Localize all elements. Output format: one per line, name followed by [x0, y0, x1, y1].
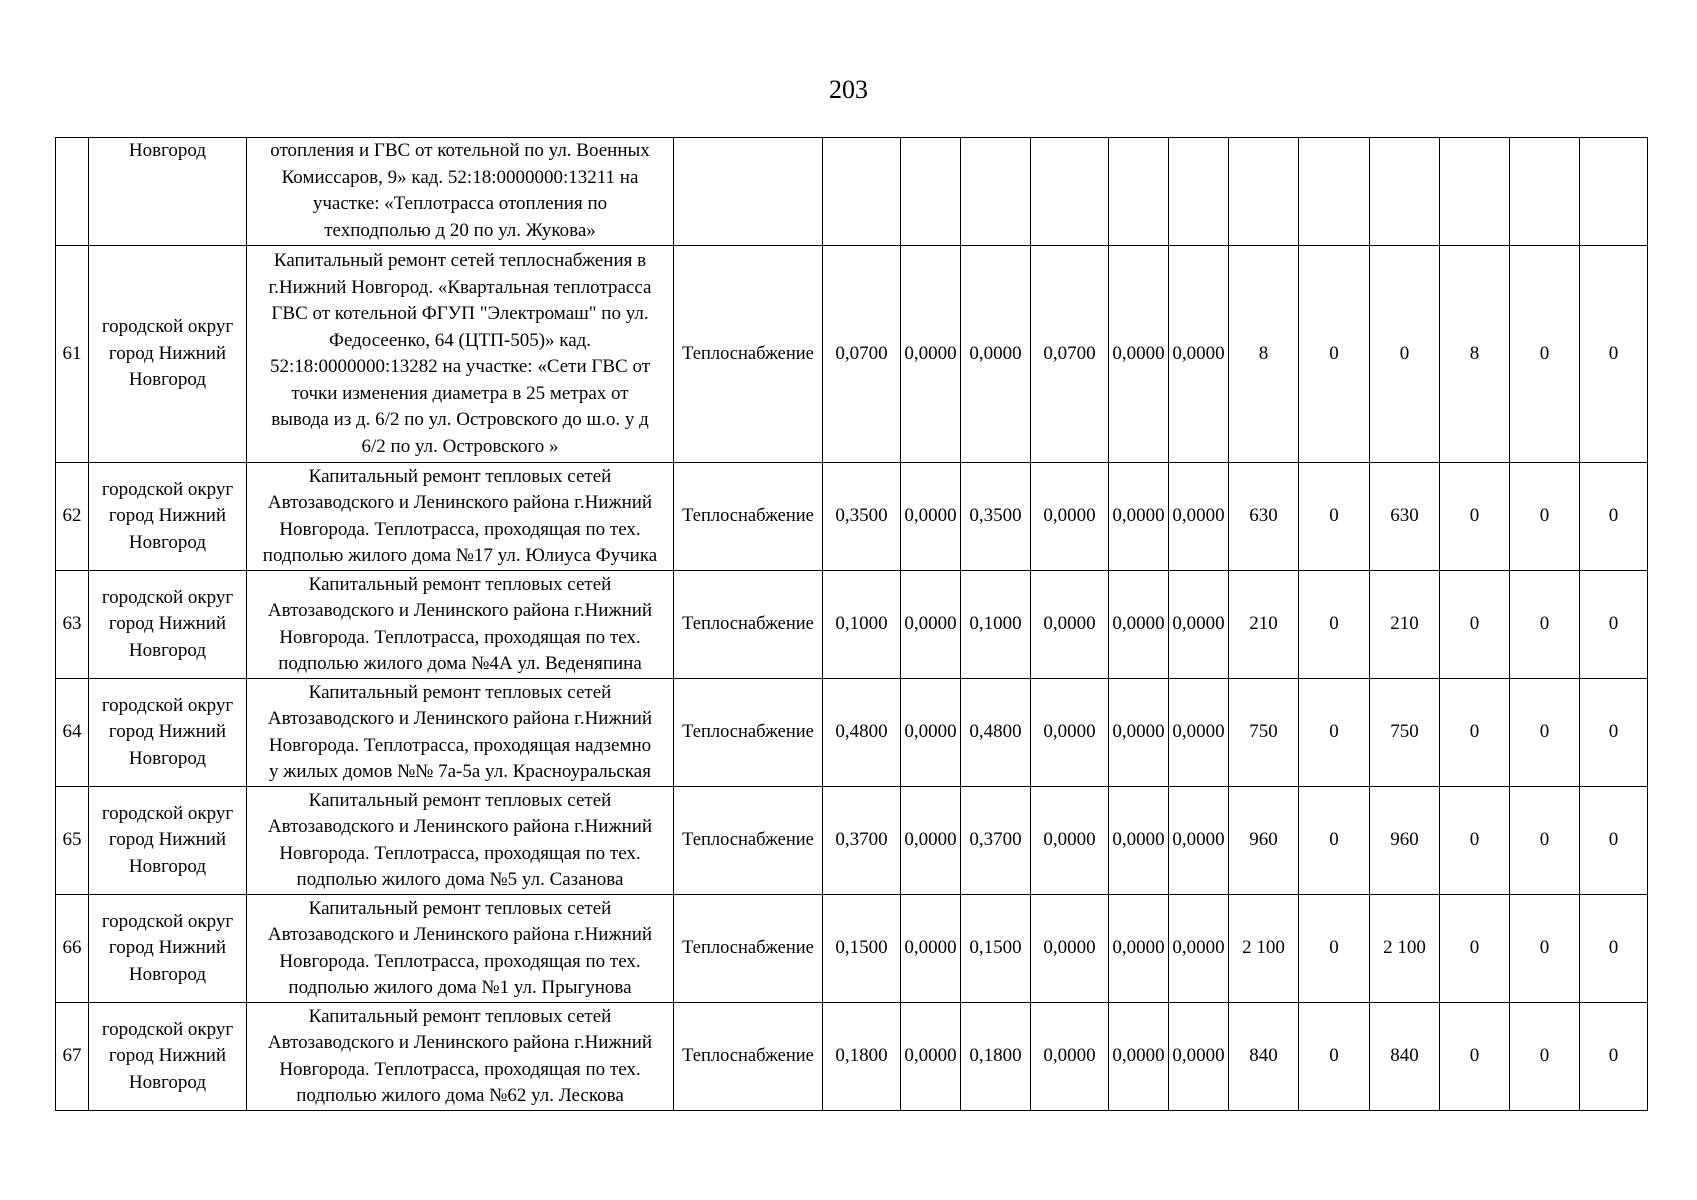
- value-cell: 0,0000: [1109, 571, 1169, 679]
- value-cell: 0,3700: [961, 787, 1031, 895]
- table-row: [56, 1003, 1648, 1111]
- description-line: техподполью д 20 по ул. Жукова»: [324, 219, 596, 241]
- description-line: отопления и ГВС от котельной по ул. Военных: [270, 140, 650, 161]
- municipality-line: Новгород: [128, 1071, 207, 1093]
- value-cell: 210: [1229, 571, 1299, 679]
- description-line: Комиссаров, 9» кад. 52:18:0000000:13211 на: [281, 166, 639, 188]
- value-cell: 0,3500: [961, 463, 1031, 571]
- value-cell: 0,0000: [1169, 571, 1229, 679]
- program-table: [55, 137, 1648, 1111]
- value-cell: 0: [1440, 571, 1510, 679]
- description-cell: [247, 679, 674, 787]
- description-cell: [247, 787, 674, 895]
- value-cell: 0,1800: [961, 1003, 1031, 1111]
- municipality-cell: [89, 463, 247, 571]
- municipality-line: город Нижний: [108, 613, 227, 635]
- municipality-line: городской округ: [101, 316, 234, 338]
- value-cell: 0,0000: [901, 1003, 961, 1111]
- municipality-line: городской округ: [101, 478, 234, 500]
- municipality-line: городской округ: [101, 586, 234, 608]
- description-line: Автозаводского и Ленинского района г.Нижний: [267, 708, 653, 729]
- description-line: Капитальный ремонт тепловых сетей: [308, 789, 612, 811]
- description-line: Новгорода. Теплотрасса, проходящая надземно: [268, 734, 652, 756]
- row-number: 65: [56, 787, 89, 895]
- value-cell: [1109, 138, 1169, 246]
- municipality-cell: [89, 138, 247, 246]
- category-cell: Теплоснабжение: [674, 1003, 823, 1111]
- table-row: [56, 787, 1648, 895]
- value-cell: 0: [1299, 246, 1370, 463]
- value-cell: 0,0000: [1031, 787, 1109, 895]
- value-cell: [1580, 138, 1648, 246]
- description-cell: [247, 138, 674, 246]
- value-cell: [1440, 138, 1510, 246]
- municipality-cell: [89, 679, 247, 787]
- value-cell: 0: [1440, 787, 1510, 895]
- value-cell: 0: [1510, 1003, 1580, 1111]
- description-line: г.Нижний Новгород. «Квартальная теплотрасса: [268, 276, 652, 298]
- value-cell: 0,0000: [1109, 246, 1169, 463]
- description-cell: [247, 463, 674, 571]
- value-cell: 210: [1370, 571, 1440, 679]
- table-body: [56, 138, 1648, 1111]
- value-cell: 0: [1580, 679, 1648, 787]
- description-line: Автозаводского и Ленинского района г.Нижний: [267, 1032, 653, 1053]
- municipality-line: город Нижний: [108, 721, 227, 743]
- value-cell: 0,1500: [961, 895, 1031, 1003]
- value-cell: [1169, 138, 1229, 246]
- category-cell: [674, 138, 823, 246]
- value-cell: 2 100: [1370, 895, 1440, 1003]
- description-cell: [247, 1003, 674, 1111]
- municipality-line: городской округ: [101, 802, 234, 824]
- description-cell: [247, 895, 674, 1003]
- row-number: 61: [56, 246, 89, 463]
- value-cell: 0: [1299, 787, 1370, 895]
- table-row: [56, 138, 1648, 246]
- value-cell: 0,0000: [1109, 463, 1169, 571]
- description-line: Капитальный ремонт тепловых сетей: [308, 897, 612, 919]
- value-cell: 0: [1510, 246, 1580, 463]
- description-line: Капитальный ремонт тепловых сетей: [308, 681, 612, 703]
- value-cell: 0,0700: [823, 246, 901, 463]
- row-number: 67: [56, 1003, 89, 1111]
- value-cell: 0: [1510, 787, 1580, 895]
- category-cell: Теплоснабжение: [674, 787, 823, 895]
- row-number: [56, 138, 89, 246]
- value-cell: 0,1000: [961, 571, 1031, 679]
- description-line: участке: «Теплотрасса отопления по: [312, 193, 608, 214]
- municipality-cell: [89, 1003, 247, 1111]
- description-line: у жилых домов №№ 7а-5а ул. Красноуральская: [269, 761, 651, 782]
- page-number: 203: [829, 75, 868, 104]
- description-line: Автозаводского и Ленинского района г.Нижний: [267, 492, 653, 513]
- municipality-line: городской округ: [101, 910, 234, 932]
- municipality-line: город Нижний: [108, 342, 227, 364]
- value-cell: 0: [1299, 679, 1370, 787]
- value-cell: [823, 138, 901, 246]
- value-cell: 0,0000: [1169, 1003, 1229, 1111]
- value-cell: 0,0000: [901, 679, 961, 787]
- value-cell: 0: [1580, 895, 1648, 1003]
- municipality-line: Новгород: [128, 963, 207, 985]
- description-line: подполью жилого дома №5 ул. Сазанова: [296, 869, 624, 890]
- municipality-line: Новгород: [128, 639, 207, 661]
- description-line: Автозаводского и Ленинского района г.Нижний: [267, 924, 653, 945]
- row-number: 62: [56, 463, 89, 571]
- row-number: 64: [56, 679, 89, 787]
- value-cell: 0: [1580, 463, 1648, 571]
- value-cell: 0: [1370, 246, 1440, 463]
- description-line: Федосеенко, 64 (ЦТП-505)» кад.: [328, 329, 592, 351]
- category-cell: Теплоснабжение: [674, 246, 823, 463]
- value-cell: 0: [1580, 246, 1648, 463]
- value-cell: 0,4800: [961, 679, 1031, 787]
- municipality-line: город Нижний: [108, 829, 227, 851]
- row-number: 66: [56, 895, 89, 1003]
- municipality-line: Новгород: [128, 747, 207, 769]
- value-cell: 840: [1370, 1003, 1440, 1111]
- description-line: Капитальный ремонт тепловых сетей: [308, 1005, 612, 1027]
- value-cell: 0,0000: [1109, 1003, 1169, 1111]
- value-cell: 8: [1440, 246, 1510, 463]
- municipality-line: Новгород: [128, 531, 207, 553]
- table-row: [56, 463, 1648, 571]
- description-line: 6/2 по ул. Островского »: [361, 435, 559, 457]
- description-line: подполью жилого дома №4А ул. Веденяпина: [278, 653, 642, 674]
- value-cell: 0,1800: [823, 1003, 901, 1111]
- value-cell: 0,0000: [1169, 787, 1229, 895]
- value-cell: 2 100: [1229, 895, 1299, 1003]
- value-cell: 0: [1510, 679, 1580, 787]
- table-row: [56, 246, 1648, 463]
- value-cell: 0: [1510, 895, 1580, 1003]
- municipality-cell: [89, 895, 247, 1003]
- municipality-line: город Нижний: [108, 1045, 227, 1067]
- row-number: 63: [56, 571, 89, 679]
- value-cell: 0,0000: [901, 246, 961, 463]
- category-cell: Теплоснабжение: [674, 571, 823, 679]
- value-cell: 630: [1370, 463, 1440, 571]
- value-cell: 0,0000: [901, 571, 961, 679]
- municipality-line: город Нижний: [108, 937, 227, 959]
- value-cell: 750: [1229, 679, 1299, 787]
- municipality-cell: [89, 246, 247, 463]
- category-cell: Теплоснабжение: [674, 463, 823, 571]
- value-cell: [1031, 138, 1109, 246]
- value-cell: 0,0000: [1031, 679, 1109, 787]
- value-cell: 0: [1580, 571, 1648, 679]
- value-cell: 0: [1299, 463, 1370, 571]
- municipality-line: город Нижний: [108, 505, 227, 527]
- municipality-line: городской округ: [101, 1018, 234, 1040]
- value-cell: 0,3700: [823, 787, 901, 895]
- value-cell: 0,0000: [1031, 463, 1109, 571]
- description-cell: [247, 571, 674, 679]
- value-cell: 0: [1510, 571, 1580, 679]
- value-cell: 0,3500: [823, 463, 901, 571]
- description-cell: [247, 246, 674, 463]
- value-cell: 840: [1229, 1003, 1299, 1111]
- municipality-cell: [89, 787, 247, 895]
- value-cell: [961, 138, 1031, 246]
- value-cell: 0,0000: [901, 463, 961, 571]
- description-line: 52:18:0000000:13282 на участке: «Сети ГВС от: [269, 356, 651, 377]
- value-cell: 750: [1370, 679, 1440, 787]
- description-line: подполью жилого дома №17 ул. Юлиуса Фучика: [262, 545, 658, 566]
- value-cell: 0,0000: [1169, 463, 1229, 571]
- value-cell: [1510, 138, 1580, 246]
- description-line: Новгорода. Теплотрасса, проходящая по тех.: [279, 950, 641, 972]
- value-cell: 0: [1580, 787, 1648, 895]
- description-line: Капитальный ремонт тепловых сетей: [308, 573, 612, 595]
- municipality-cell: [89, 571, 247, 679]
- municipality-line: Новгород: [128, 855, 207, 877]
- value-cell: 0: [1440, 463, 1510, 571]
- value-cell: 8: [1229, 246, 1299, 463]
- value-cell: [1299, 138, 1370, 246]
- value-cell: 0: [1299, 571, 1370, 679]
- category-cell: Теплоснабжение: [674, 679, 823, 787]
- description-line: Новгорода. Теплотрасса, проходящая по тех.: [279, 518, 641, 540]
- value-cell: 0,4800: [823, 679, 901, 787]
- table-row: [56, 679, 1648, 787]
- value-cell: 0,0000: [1169, 679, 1229, 787]
- value-cell: 0,1500: [823, 895, 901, 1003]
- value-cell: 0,0000: [1031, 895, 1109, 1003]
- value-cell: 0,0000: [1031, 571, 1109, 679]
- description-line: ГВС от котельной ФГУП "Электромаш" по ул.: [271, 303, 649, 324]
- value-cell: 0,0700: [1031, 246, 1109, 463]
- value-cell: 0,0000: [1109, 895, 1169, 1003]
- description-line: Капитальный ремонт тепловых сетей: [308, 465, 612, 487]
- value-cell: 630: [1229, 463, 1299, 571]
- value-cell: 0,0000: [961, 246, 1031, 463]
- value-cell: 0,0000: [1169, 895, 1229, 1003]
- municipality-line: городской округ: [101, 694, 234, 716]
- table-row: [56, 571, 1648, 679]
- value-cell: 0: [1299, 895, 1370, 1003]
- table-row: [56, 895, 1648, 1003]
- description-line: Новгорода. Теплотрасса, проходящая по тех.: [279, 626, 641, 648]
- value-cell: 0: [1580, 1003, 1648, 1111]
- description-line: подполью жилого дома №62 ул. Лескова: [296, 1085, 624, 1106]
- value-cell: 0,0000: [1109, 679, 1169, 787]
- value-cell: 0: [1299, 1003, 1370, 1111]
- description-line: Капитальный ремонт сетей теплоснабжения в: [273, 250, 647, 271]
- value-cell: 960: [1229, 787, 1299, 895]
- value-cell: 0,0000: [1031, 1003, 1109, 1111]
- description-line: подполью жилого дома №1 ул. Прыгунова: [288, 977, 632, 998]
- value-cell: [901, 138, 961, 246]
- value-cell: 0,0000: [901, 787, 961, 895]
- description-line: точки изменения диаметра в 25 метрах от: [291, 382, 629, 404]
- description-line: Новгорода. Теплотрасса, проходящая по тех.: [279, 1058, 641, 1080]
- value-cell: 0: [1440, 1003, 1510, 1111]
- value-cell: 0: [1510, 463, 1580, 571]
- value-cell: 0: [1440, 895, 1510, 1003]
- value-cell: 960: [1370, 787, 1440, 895]
- description-line: Новгорода. Теплотрасса, проходящая по тех.: [279, 842, 641, 864]
- value-cell: [1229, 138, 1299, 246]
- value-cell: 0,0000: [1169, 246, 1229, 463]
- value-cell: 0,1000: [823, 571, 901, 679]
- municipality-line: Новгород: [128, 369, 207, 391]
- category-cell: Теплоснабжение: [674, 895, 823, 1003]
- value-cell: [1370, 138, 1440, 246]
- description-line: Автозаводского и Ленинского района г.Нижний: [267, 600, 653, 621]
- value-cell: 0,0000: [901, 895, 961, 1003]
- description-line: вывода из д. 6/2 по ул. Островского до ш.о. у д: [271, 409, 649, 430]
- value-cell: 0: [1440, 679, 1510, 787]
- value-cell: 0,0000: [1109, 787, 1169, 895]
- description-line: Автозаводского и Ленинского района г.Нижний: [267, 816, 653, 837]
- municipality-line: Новгород: [128, 140, 207, 161]
